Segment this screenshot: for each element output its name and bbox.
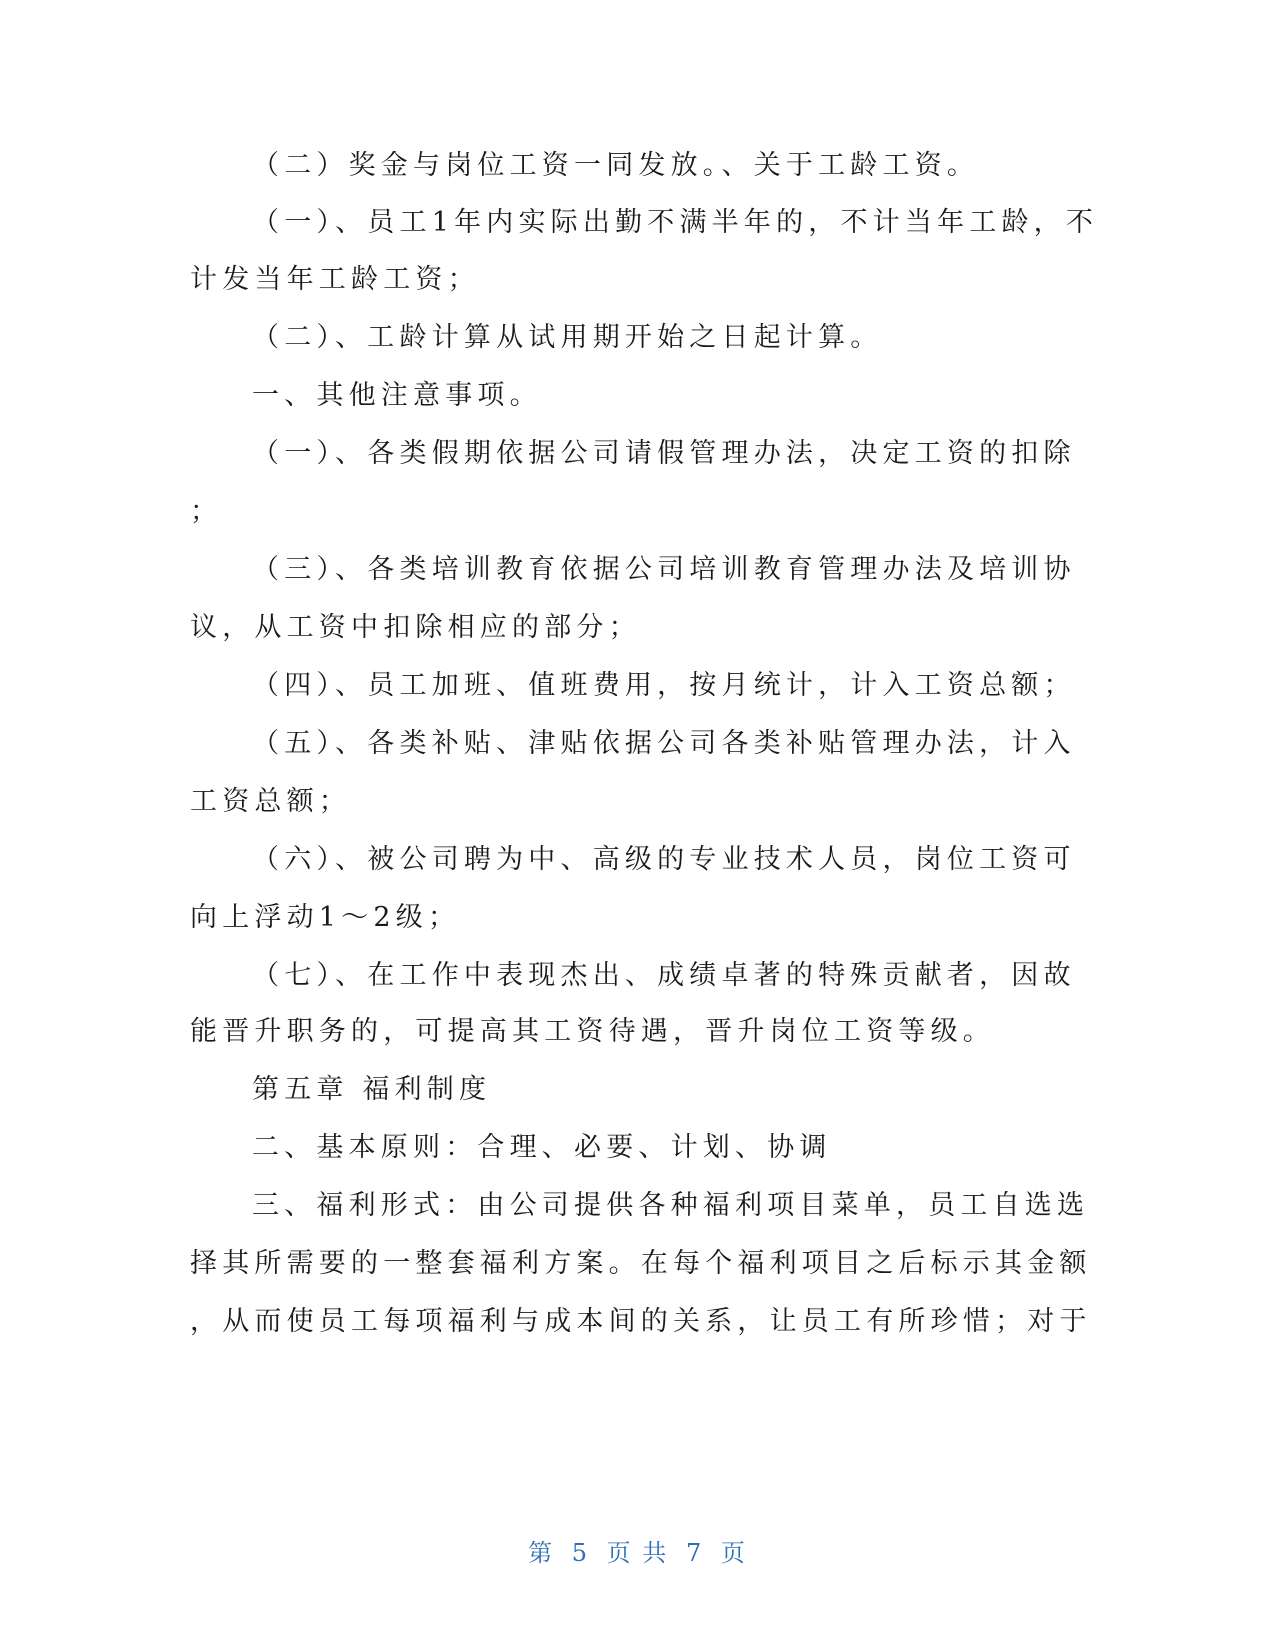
text-line: （二）、工龄计算从试用期开始之日起计算。 <box>252 322 883 353</box>
text-line: （五）、各类补贴、津贴依据公司各类补贴管理办法，计入 <box>252 728 1076 759</box>
text-line: ，从而使员工每项福利与成本间的关系，让员工有所珍惜；对于 <box>190 1306 1092 1337</box>
text-line: 工资总额； <box>190 786 351 817</box>
text-line: （四）、员工加班、值班费用，按月统计，计入工资总额； <box>252 670 1076 701</box>
total-pages-number: 7 <box>685 1539 704 1567</box>
text-line: 议，从工资中扣除相应的部分； <box>190 612 641 643</box>
current-page-number: 5 <box>571 1539 590 1567</box>
text-line: （七）、在工作中表现杰出、成绩卓著的特殊贡献者，因故 <box>252 960 1076 991</box>
text-line: （二）奖金与岗位工资一同发放。、关于工龄工资。 <box>252 150 980 181</box>
text-line: （一）、各类假期依据公司请假管理办法，决定工资的扣除 <box>252 438 1076 469</box>
text-line: 向上浮动1～2级； <box>190 902 461 933</box>
text-line: ； <box>190 496 223 527</box>
text-line: 计发当年工龄工资； <box>190 264 480 295</box>
text-line: 三、福利形式：由公司提供各种福利项目菜单，员工自选选 <box>252 1190 1090 1221</box>
text-line: （六）、被公司聘为中、高级的专业技术人员，岗位工资可 <box>252 844 1076 875</box>
footer-prefix: 第 <box>528 1539 555 1567</box>
text-line: （三）、各类培训教育依据公司培训教育管理办法及培训协 <box>252 554 1076 585</box>
text-line: （一）、员工1年内实际出勤不满半年的，不计当年工龄，不 <box>252 207 1099 238</box>
text-line: 二、基本原则：合理、必要、计划、协调 <box>252 1132 832 1163</box>
footer-suffix: 页 <box>720 1539 747 1567</box>
text-line: 择其所需要的一整套福利方案。在每个福利项目之后标示其金额 <box>190 1248 1092 1279</box>
page-footer <box>0 1533 1275 1568</box>
chapter-heading: 第五章 福利制度 <box>252 1074 492 1105</box>
footer-middle: 页 共 <box>606 1539 669 1567</box>
text-line: 一、其他注意事项。 <box>252 380 542 411</box>
text-line: 能晋升职务的，可提高其工资待遇，晋升岗位工资等级。 <box>190 1016 995 1047</box>
